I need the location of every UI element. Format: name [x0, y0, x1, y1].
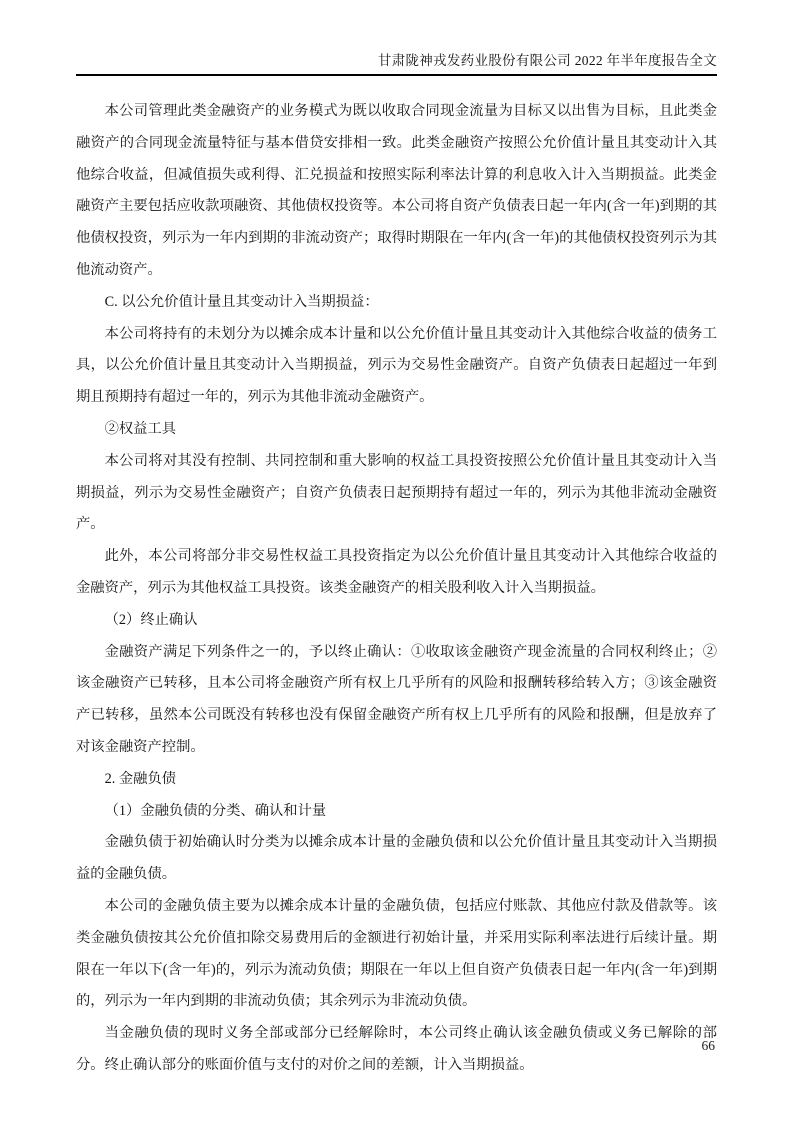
paragraph: 本公司的金融负债主要为以摊余成本计量的金融负债，包括应付账款、其他应付款及借款等。该类金融负债按其公允价值扣除交易费用后的金额进行初始计量，并采用实际利率法进行后续计量。期限在一年以下(含一年)的，列示为流动负债；期限在一年以上但自资产负债表日起一年内(含一年)到期的，列示为一年内到期的非流动负债；其余列示为非流动负债。 [76, 897, 717, 1010]
paragraph: ②权益工具 [104, 420, 177, 437]
document-body [76, 96, 717, 1082]
paragraph: （2）终止确认 [104, 611, 198, 628]
paragraph: 本公司将持有的未划分为以摊余成本计量和以公允价值计量且其变动计入其他综合收益的债务工具，以公允价值计量且其变动计入当期损益，列示为交易性金融资产。自资产负债表日起超过一年到期且预期持有超过一年的，列示为其他非流动金融资产。 [76, 325, 717, 406]
paragraph: 当金融负债的现时义务全部或部分已经解除时，本公司终止确认该金融负债或义务已解除的部分。终止确认部分的账面价值与支付的对价之间的差额，计入当期损益。 [76, 1025, 717, 1073]
paragraph: 金融负债于初始确认时分类为以摊余成本计量的金融负债和以公允价值计量且其变动计入当期损益的金融负债。 [76, 834, 717, 883]
paragraph: C. 以公允价值计量且其变动计入当期损益： [104, 293, 379, 310]
page-header-title: 甘肃陇神戎发药业股份有限公司 2022 年半年度报告全文 [76, 0, 717, 76]
paragraph: 本公司管理此类金融资产的业务模式为既以收取合同现金流量为目标又以出售为目标，且此类金融资产的合同现金流量特征与基本借贷安排相一致。此类金融资产按照公允价值计量且其变动计入其他综合收益，但减值损失或利得、汇兑损益和按照实际利率法计算的利息收入计入当期损益。此类金融资产主要包括应收款项融资、其他债权投资等。本公司将自资产负债表日起一年内(含一年)到期的其他债权投资，列示为一年内到期的非流动资产；取得时期限在一年内(含一年)的其他债权投资列示为其他流动资产。 [76, 103, 717, 278]
paragraph: （1）金融负债的分类、确认和计量 [104, 802, 327, 819]
paragraph: 本公司将对其没有控制、共同控制和重大影响的权益工具投资按照公允价值计量且其变动计入当期损益，列示为交易性金融资产；自资产负债表日起预期持有超过一年的，列示为其他非流动金融资产。 [76, 452, 717, 533]
paragraph: 金融资产满足下列条件之一的，予以终止确认：①收取该金融资产现金流量的合同权利终止；②该金融资产已转移，且本公司将金融资产所有权上几乎所有的风险和报酬转移给转入方；③该金融资产已转移，虽然本公司既没有转移也没有保留金融资产所有权上几乎所有的风险和报酬，但是放弃了对该金融资产控制。 [76, 643, 717, 755]
page-number: 66 [701, 1038, 715, 1053]
paragraph: 2. 金融负债 [104, 770, 177, 787]
paragraph: 此外，本公司将部分非交易性权益工具投资指定为以公允价值计量且其变动计入其他综合收益的金融资产，列示为其他权益工具投资。该类金融资产的相关股利收入计入当期损益。 [76, 548, 717, 596]
